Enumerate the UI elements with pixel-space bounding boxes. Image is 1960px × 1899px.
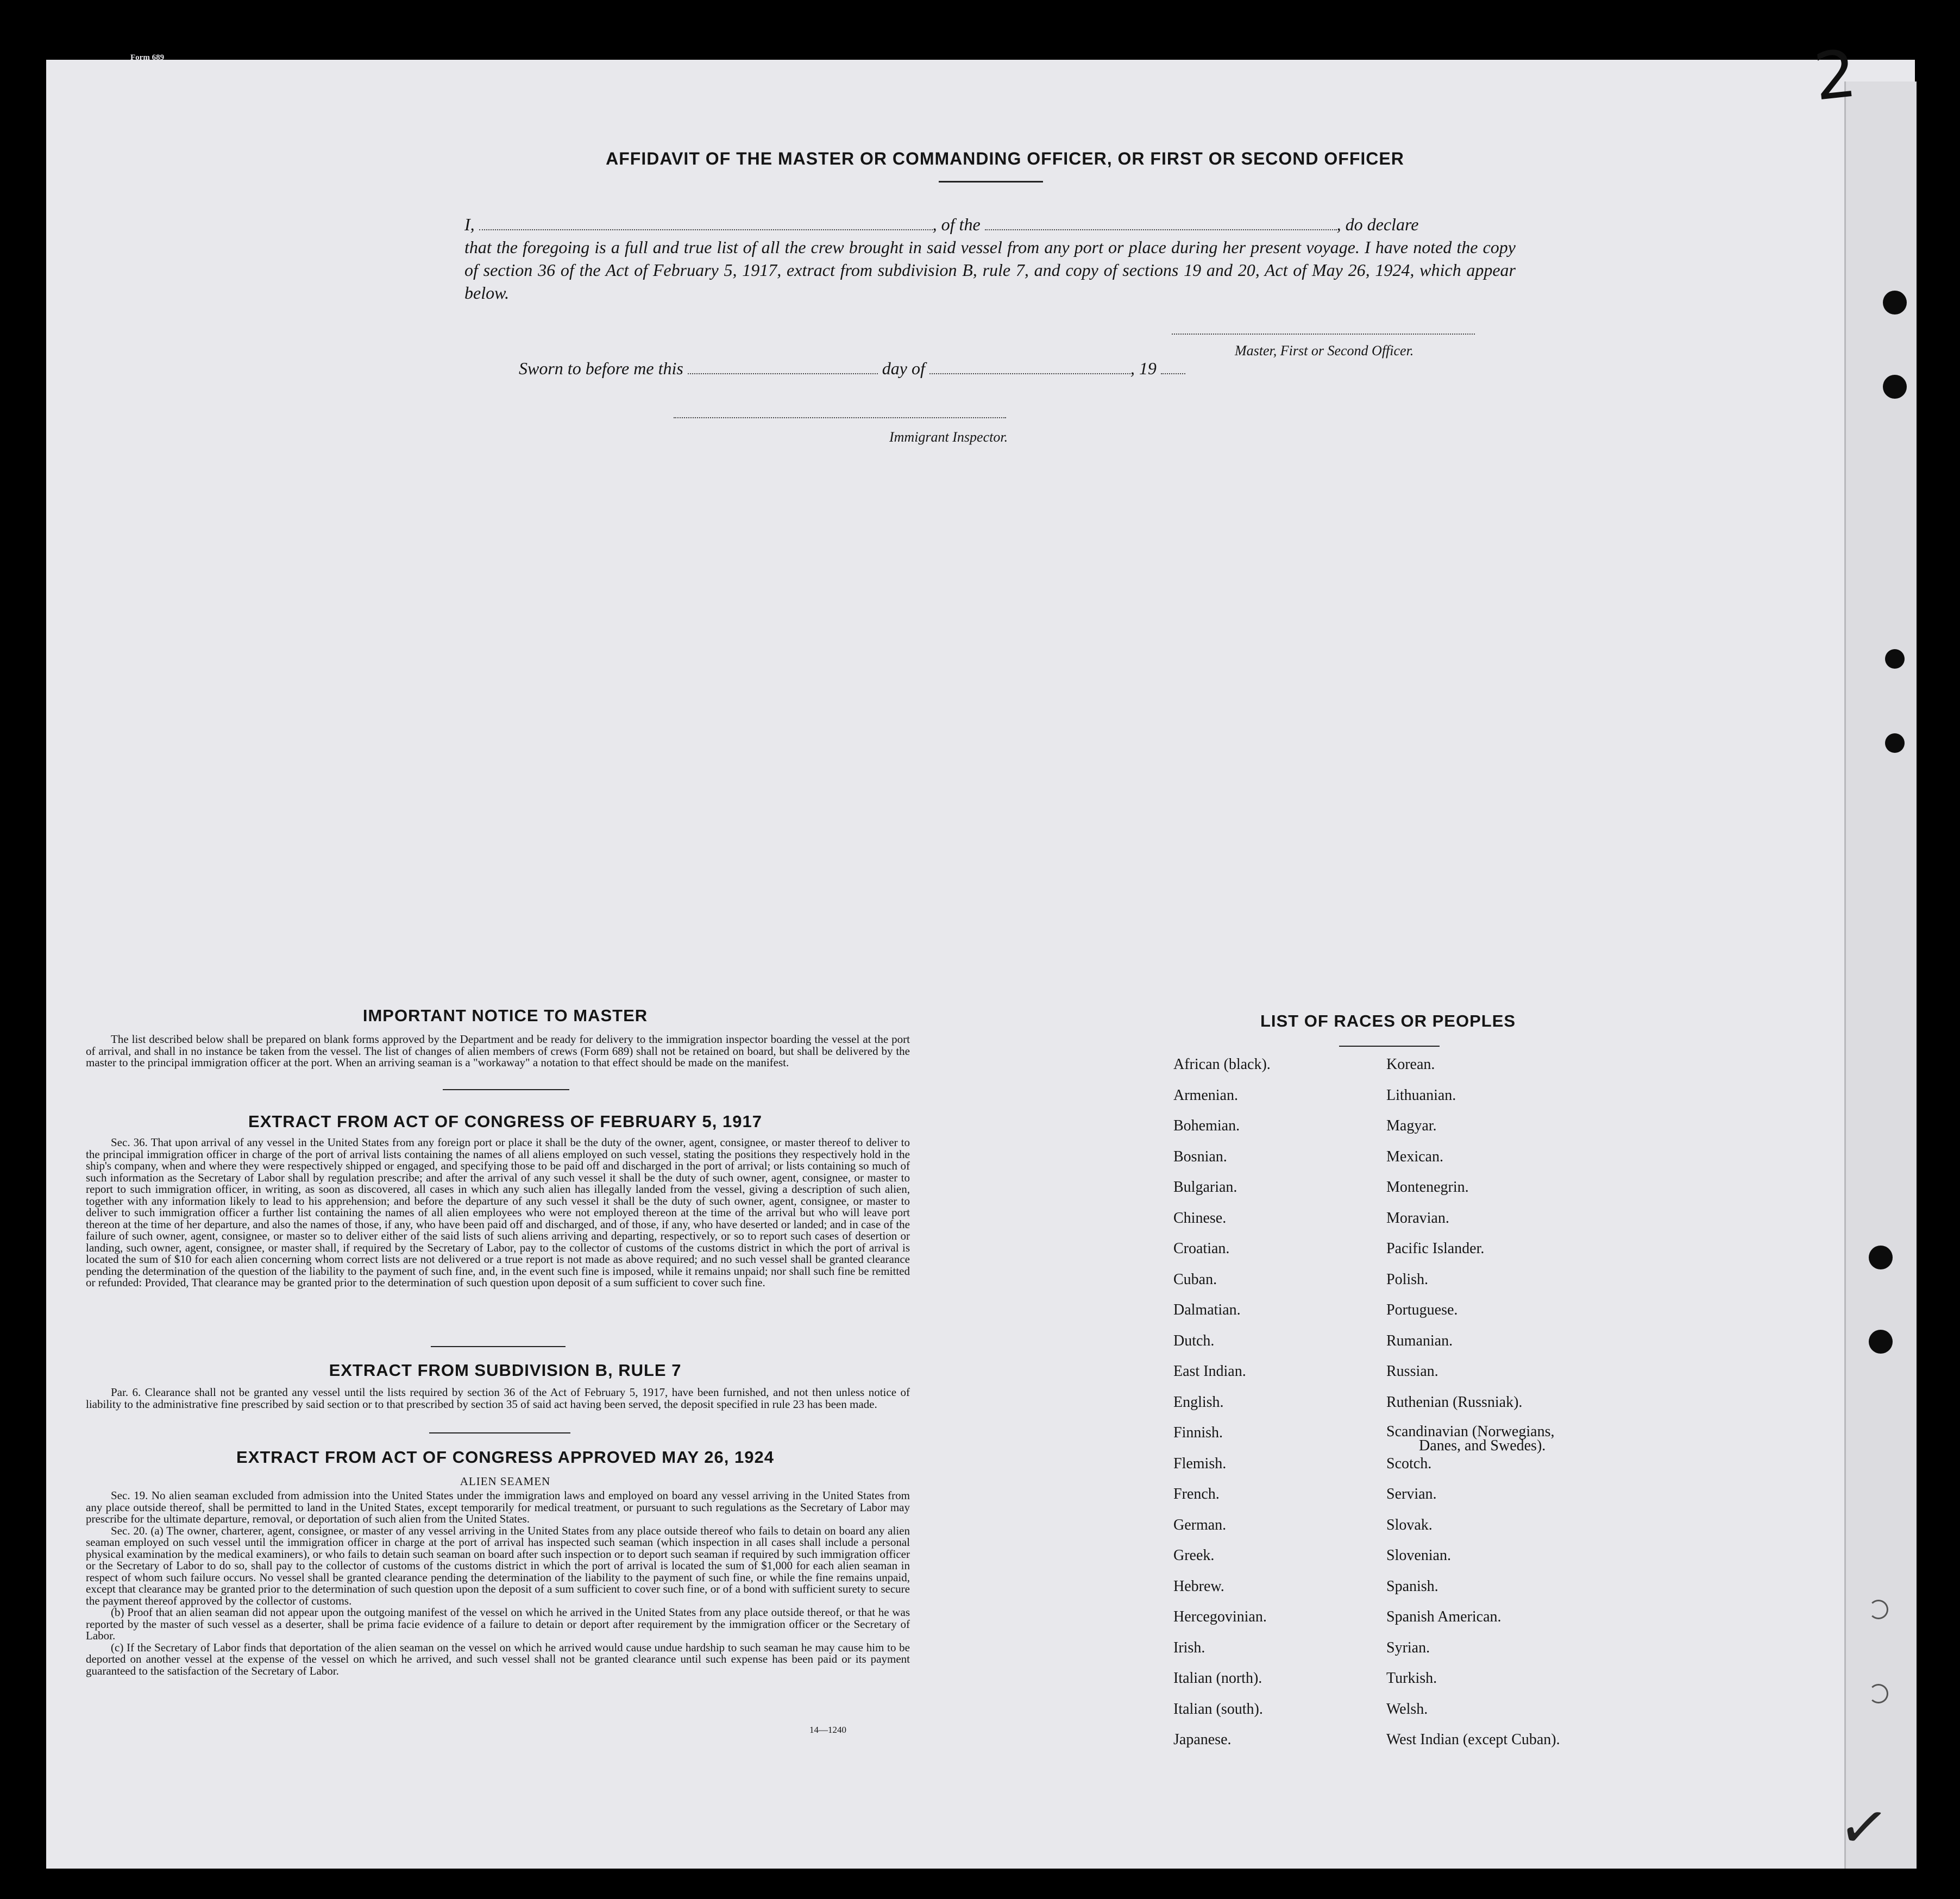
extract-1917-body: Sec. 36. That upon arrival of any vessel in the United States from any foreign port or place it shall be the duty of the owner, agent, consignee, or master thereof to deliver to the principal immigration officer in charge of the port of arrival lists containing the names of all aliens employed on such vessel, stating the positions they respectively hold in the ship's company, when and where they were respectively shipped or engaged, and specifying those to be paid off and discharged in the port of arrival; or lists containing so much of such information as the Secretary of Labor shall by regulation prescribe; and after the arrival of any such vessel it shall be the duty of such owner, agent, consignee, or master to report to such immigration officer, in writing, as soon as discovered, all cases in which any such alien has illegally landed from the vessel, giving a description of such alien, together with any information likely to lead to his apprehension; and before the departure of any such vessel it shall be the duty of such owner, agent, consignee, or master to deliver to such immigration officer a further list containing the names of all alien employees who were not employed thereon at the time of the arrival but who will leave port thereon at the time of her departure, and also the names of those, if any, who have been paid off and discharged, and of those, if any, who have deserted or landed; and in case of the failure of such owner, agent, consignee, or master so to deliver either of the said lists of such aliens arriving and departing, respectively, or so to report such cases of desertion or landing, such owner, agent, consignee, or master shall, if required by the Secretary of Labor, pay to the collector of customs of the customs district in which the port of arrival is located the sum of $10 for each alien concerning whom correct lists are not delivered or a true report is not made as above required; and no such vessel shall be granted clearance pending the determination of the question of the liability to the payment of such fine, and, in the event such fine is imposed, while it remains unpaid; nor shall such fine be remitted or refunded: Provided, That clearance may be granted prior to the determination of such question upon deposit of a sum sufficient to cover such fine. bbox=[86, 1136, 910, 1289]
extract-rule7-title: EXTRACT FROM SUBDIVISION B, RULE 7 bbox=[329, 1361, 682, 1380]
race-item: Hebrew. bbox=[1173, 1577, 1224, 1595]
race-item: Slovenian. bbox=[1386, 1547, 1451, 1564]
affidavit-statement bbox=[464, 213, 1516, 304]
race-item: English. bbox=[1173, 1393, 1224, 1411]
race-item: West Indian (except Cuban). bbox=[1386, 1731, 1560, 1748]
race-item: Portuguese. bbox=[1386, 1301, 1458, 1318]
race-item: Welsh. bbox=[1386, 1700, 1428, 1718]
punch-hole-icon bbox=[1869, 1600, 1888, 1619]
affidavit-title: AFFIDAVIT OF THE MASTER OR COMMANDING OFFICER, OR FIRST OR SECOND OFFICER bbox=[606, 149, 1404, 168]
race-item: Korean. bbox=[1386, 1056, 1435, 1073]
master-signature-field[interactable] bbox=[1172, 334, 1475, 335]
races-right-column bbox=[1386, 1057, 1560, 1763]
race-item: Japanese. bbox=[1173, 1731, 1232, 1748]
race-item: Slovak. bbox=[1386, 1516, 1433, 1533]
extract-1924-title: EXTRACT FROM ACT OF CONGRESS APPROVED MAY 26, 1924 bbox=[236, 1448, 774, 1467]
section-19: Sec. 19. No alien seaman excluded from admission into the United States under the immigration laws and employed on board any vessel arriving in the United States from any place outside thereof, shall be permitted to land in the United States, except temporarily for medical treatment, or pursuant to such regulations as the Secretary of Labor may prescribe for the ultimate departure, removal, or deportation of such alien from the United States. bbox=[86, 1489, 910, 1525]
race-item: Greek. bbox=[1173, 1547, 1215, 1564]
punch-hole-icon bbox=[1885, 733, 1905, 753]
inspector-label: Immigrant Inspector. bbox=[889, 429, 1008, 445]
race-item: Magyar. bbox=[1386, 1117, 1437, 1134]
vessel-name-field[interactable] bbox=[985, 218, 1337, 230]
punch-hole-icon bbox=[1869, 1246, 1893, 1269]
section-20c: (c) If the Secretary of Labor finds that deportation of the alien seaman on the vessel on which he arrived would cause undue hardship to such seaman he may cause him to be deported on another vessel at the expense of the vessel on which he arrived, and such vessel shall not be granted clearance until such expense has been paid or its payment guaranteed to the satisfaction of the Secretary of Labor. bbox=[86, 1640, 910, 1677]
race-item: Bohemian. bbox=[1173, 1117, 1240, 1134]
affidavit-body: that the foregoing is a full and true list of all the crew brought in said vessel from any port or place during her present voyage. I have noted the copy of section 36 of the Act of February 5, 1917, extract from subdivision B, rule 7, and copy of sections 19 and 20, Act of May 26, 1924, which appear below. bbox=[464, 237, 1516, 303]
alien-seamen-subtitle: ALIEN SEAMEN bbox=[460, 1475, 551, 1488]
races-left-column bbox=[1173, 1057, 1271, 1763]
race-item: Spanish American. bbox=[1386, 1608, 1502, 1625]
race-item: Bulgarian. bbox=[1173, 1179, 1237, 1196]
race-item: Servian. bbox=[1386, 1486, 1437, 1502]
race-item: Armenian. bbox=[1173, 1086, 1238, 1104]
race-item: Dalmatian. bbox=[1173, 1301, 1241, 1318]
master-signature-label: Master, First or Second Officer. bbox=[1235, 343, 1414, 359]
punch-hole-icon bbox=[1869, 1330, 1893, 1354]
race-item: Pacific Islander. bbox=[1386, 1240, 1485, 1257]
sworn-line: Sworn to before me this day of , 19 bbox=[519, 359, 1185, 379]
race-item: Chinese. bbox=[1173, 1209, 1227, 1227]
punch-hole-icon bbox=[1885, 649, 1905, 669]
race-item: Italian (north). bbox=[1173, 1670, 1262, 1687]
race-item: Scandinavian (Norwegians, Danes, and Swedes). bbox=[1386, 1425, 1560, 1456]
sworn-month-field[interactable] bbox=[929, 362, 1130, 374]
race-item: Montenegrin. bbox=[1386, 1179, 1469, 1196]
race-item: Scotch. bbox=[1386, 1455, 1432, 1472]
race-item: German. bbox=[1173, 1516, 1227, 1533]
officer-name-field[interactable] bbox=[479, 218, 933, 230]
race-item: Spanish. bbox=[1386, 1577, 1438, 1595]
plate-number: 14—1240 bbox=[809, 1725, 846, 1735]
race-item: Rumanian. bbox=[1386, 1332, 1453, 1349]
race-item: Hercegovinian. bbox=[1173, 1608, 1267, 1625]
extract-1917-title: EXTRACT FROM ACT OF CONGRESS OF FEBRUARY 5, 1917 bbox=[248, 1112, 762, 1131]
sworn-year-field[interactable] bbox=[1161, 362, 1185, 374]
extract-1917-divider bbox=[431, 1346, 566, 1347]
race-item: Moravian. bbox=[1386, 1209, 1449, 1227]
race-item: Lithuanian. bbox=[1386, 1086, 1456, 1104]
race-item: Flemish. bbox=[1173, 1455, 1227, 1472]
handwritten-page-number: 2 bbox=[1810, 36, 1860, 116]
race-item: Cuban. bbox=[1173, 1271, 1217, 1288]
race-item: Dutch. bbox=[1173, 1332, 1215, 1349]
race-item: Russian. bbox=[1386, 1363, 1438, 1380]
extract-rule7-body: Par. 6. Clearance shall not be granted any vessel until the lists required by section 36 of the Act of February 5, 1917, have been furnished, and not then unless notice of liability to the administrative fine prescribed by said section or to that prescribed by section 35 of said act having been served, the deposit specified in rule 23 has been made. bbox=[86, 1386, 910, 1411]
race-item: Irish. bbox=[1173, 1639, 1205, 1656]
race-item: Italian (south). bbox=[1173, 1700, 1263, 1718]
race-item: Syrian. bbox=[1386, 1639, 1430, 1656]
race-item: Croatian. bbox=[1173, 1240, 1230, 1257]
race-item: Polish. bbox=[1386, 1271, 1429, 1288]
race-item: Bosnian. bbox=[1173, 1148, 1227, 1165]
race-item: French. bbox=[1173, 1486, 1220, 1502]
race-item: Finnish. bbox=[1173, 1424, 1223, 1441]
form-number: Form 689 bbox=[130, 53, 165, 62]
affidavit-first-line: I, , of the , do declare bbox=[464, 215, 1419, 234]
races-title-rule bbox=[1339, 1046, 1440, 1047]
inspector-signature-field[interactable] bbox=[674, 417, 1006, 418]
section-20b: (b) Proof that an alien seaman did not appear upon the outgoing manifest of the vessel on which he arrived in the United States from any place outside thereof, or that he was reported by the master of such vessel as a deserter, shall be prima facie evidence of a failure to detain or deport after requirement by the immigration officer or the Secretary of Labor. bbox=[86, 1606, 910, 1642]
punch-hole-icon bbox=[1883, 375, 1907, 399]
punch-hole-icon bbox=[1869, 1684, 1888, 1703]
punch-hole-icon bbox=[1883, 291, 1907, 315]
section-20a: Sec. 20. (a) The owner, charterer, agent, consignee, or master of any vessel arriving in the United States from any place outside thereof who fails to detain on board any alien seaman employed on such vessel until the immigration officer in charge at the port of arrival has inspected such seaman (which inspection in all cases shall include a personal physical examination by the medical examiners), or who fails to detain such seaman on board after such inspection or to deport such seaman if required by such immigration officer or the Secretary of Labor to do so, shall pay to the collector of customs of the customs district in which the port of arrival is located the sum of $1,000 for each alien seaman in respect of whom such failure occurs. No vessel shall be granted clearance pending the determination of the liability to the payment of such fine, or while the fine remains unpaid, except that clearance may be granted prior to the determination of such question upon the deposit of a sum sufficient to cover such fine, or of a bond with sufficient surety to secure the payment thereof approved by the collector of customs. bbox=[86, 1524, 910, 1607]
races-title: LIST OF RACES OR PEOPLES bbox=[1260, 1011, 1516, 1030]
race-item: African (black). bbox=[1173, 1056, 1271, 1073]
sworn-day-field[interactable] bbox=[688, 362, 878, 374]
race-item: Turkish. bbox=[1386, 1670, 1437, 1687]
extract-rule7-divider bbox=[429, 1432, 570, 1433]
extract-1924-body bbox=[86, 1490, 910, 1677]
affidavit-title-rule bbox=[939, 181, 1043, 183]
race-item-continuation: Danes, and Swedes). bbox=[1419, 1437, 1546, 1454]
notice-title: IMPORTANT NOTICE TO MASTER bbox=[362, 1006, 648, 1025]
race-item: Mexican. bbox=[1386, 1148, 1443, 1165]
notice-body: The list described below shall be prepared on blank forms approved by the Department and be ready for delivery to the immigration inspector boarding the vessel at the port of arrival, and shall in no instance be taken from the vessel. The list of changes of alien members of crews (Form 689) shall not be retained on board, but shall be delivered by the master to the principal immigration officer at the port. When an arriving seaman is a "workaway" a notation to that effect should be made on the manifest. bbox=[86, 1033, 910, 1069]
race-item: Ruthenian (Russniak). bbox=[1386, 1393, 1523, 1411]
notice-divider bbox=[443, 1089, 569, 1090]
handwritten-check-mark-icon: ✓ bbox=[1834, 1789, 1894, 1865]
race-item: East Indian. bbox=[1173, 1363, 1246, 1380]
